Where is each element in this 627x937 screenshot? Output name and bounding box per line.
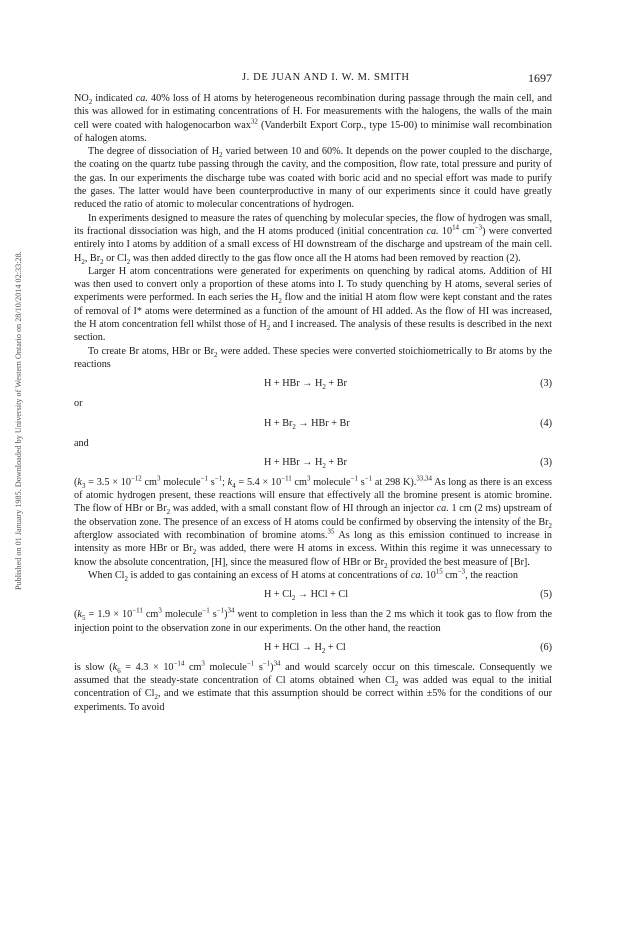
equation-number: (6) bbox=[540, 641, 552, 653]
paragraph-7: When $Cl_2$ is added to gas containing an excess of H atoms at concentrations of ca. $10^{15}$ $cm^{-3}$, the reaction bbox=[88, 568, 518, 583]
article-body bbox=[74, 92, 552, 714]
connector-and: and bbox=[74, 437, 89, 449]
provenance-text: Published on 01 January 1985. Downloaded by University of Western Ontario on 28/10/2014 02:33:28. bbox=[14, 251, 23, 590]
paragraph-8: ($k_5 = 1.9 \times 10^{-11}$ $cm^3$ molecule$^{-1}$ $s^{-1})^{34}$ went to completion in less than the 2 ms which it took gas to flow from the injection point to the observation zone in our experiments. On the other hand, the reaction bbox=[74, 607, 553, 634]
equation-number: (3) bbox=[540, 456, 552, 468]
page-header bbox=[74, 72, 552, 86]
equation-3-repeat bbox=[74, 454, 552, 472]
paragraph-6: ($k_3 = 3.5 \times 10^{-12}$ $cm^3$ molecule$^{-1}$ $s^{-1}$; $k_4 = 5.4 \times 10^{-11}$ $cm^3$ molecule$^{-1}$ $s^{-1}$ at 298 K).$^{33,34}$ As long as there is an excess of atomic hydrogen present, these reactions will ensure that effectively all the bromine present is atomic bromine. The flow of HBr or $Br_2$ was added, with a small constant flow of HI through an injector ca. 1 cm (2 ms) upstream of the observation zone. The presence of an excess of H atoms could be confirmed by observing the intensity of the $Br_2$ afterglow associated with recombination of bromine atoms.$^{35}$ As long as this emission continued to increase in intensity as more HBr or $Br_2$ was added, there were H atoms in excess. Within this regime it was unnecessary to know the absolute concentration, [H], since the measured flow of HBr or $Br_2$ provided the best measure of [Br]. bbox=[74, 475, 553, 570]
paragraph-5: To create Br atoms, HBr or $Br_2$ were added. These species were converted stoichiometrically to Br atoms by the reactions bbox=[74, 345, 552, 370]
side-provenance-note bbox=[2, 120, 23, 590]
connector-or: or bbox=[74, 398, 83, 410]
page-number: 1697 bbox=[528, 71, 552, 85]
equation-formula: H + HCl → $H_2 + Cl$ bbox=[264, 641, 346, 655]
paragraph-2: The degree of dissociation of $H_2$ varied between 10 and 60%. It depends on the power coupled to the discharge, the coating on the quartz tube passing through the cavity, and the composition, flow rate, total pressure and purity of the gas. In our experiments the discharge tube was coated with boric acid and no special effort was made to purify the gases. The latter would have been counterproductive in many of our experiments since it could have greatly reduced the ratio of atomic to molecular concentrations of hydrogen. bbox=[74, 146, 553, 211]
equation-6 bbox=[74, 639, 552, 657]
equation-number: (3) bbox=[540, 378, 552, 390]
equation-3 bbox=[74, 375, 552, 393]
equation-formula: $H + Br_2$ → HBr + Br bbox=[264, 417, 350, 431]
equation-4 bbox=[74, 415, 552, 433]
equation-number: (4) bbox=[540, 417, 552, 429]
equation-formula: H + HBr → $H_2 + Br$ bbox=[264, 456, 347, 470]
paragraph-4: Larger H atom concentrations were generated for experiments on quenching by radical atoms. Addition of HI was then used to convert only a proportion of these atoms into I. To study quenching by H atoms, several series of experiments were performed. In each series the $H_2$ flow and the initial H atom flow were kept constant and the rates of removal of I* atoms were determined as a function of the amount of HI added. As the flow of HI was increased, the H atom concentration fell whilst those of $H_2$ and I increased. The analysis of these results is described in the next section. bbox=[74, 265, 552, 344]
paragraph-1: $NO_2$ indicated ca. 40% loss of H atoms by heterogeneous recombination during passage through the main cell, and this was allowed for in estimating concentrations of H. For measurements with the halogens, the walls of the main cell were coated with halogenocarbon wax$^{32}$ (Vanderbilt Export Corp., type 15-00) to minimise wall recombination of halogen atoms. bbox=[74, 93, 552, 144]
paragraph-9: is slow ($k_6 = 4.3 \times 10^{-14}$ $cm^3$ molecule$^{-1}$ $s^{-1})^{34}$ and would scarcely occur on this timescale. Consequently we assumed that the steady-state concentration of Cl atoms obtained when $Cl_2$ was added was equal to the initial concentration of $Cl_2$, and we estimate that this assumption should be correct within ±5% for the conditions of our experiments. To avoid bbox=[74, 660, 552, 713]
equation-number: (5) bbox=[540, 589, 552, 601]
equation-5 bbox=[74, 586, 552, 604]
equation-formula: H + HBr → $H_2 + Br$ bbox=[264, 378, 347, 392]
paragraph-3: In experiments designed to measure the rates of quenching by molecular species, the flow of hydrogen was small, its fractional dissociation was high, and the H atoms produced (initial concentration ca. $10^{14}$ $cm^{-3}$) were converted entirely into I atoms by addition of a small excess of HI downstream of the discharge and upstream of the main cell. $H_2$, $Br_2$ or $Cl_2$ was then added directly to the gas flow once all the H atoms had been removed by reaction (2). bbox=[74, 212, 552, 266]
running-authors: J. DE JUAN AND I. W. M. SMITH bbox=[242, 72, 410, 83]
equation-formula: $H + Cl_2$ → HCl + Cl bbox=[264, 589, 349, 603]
